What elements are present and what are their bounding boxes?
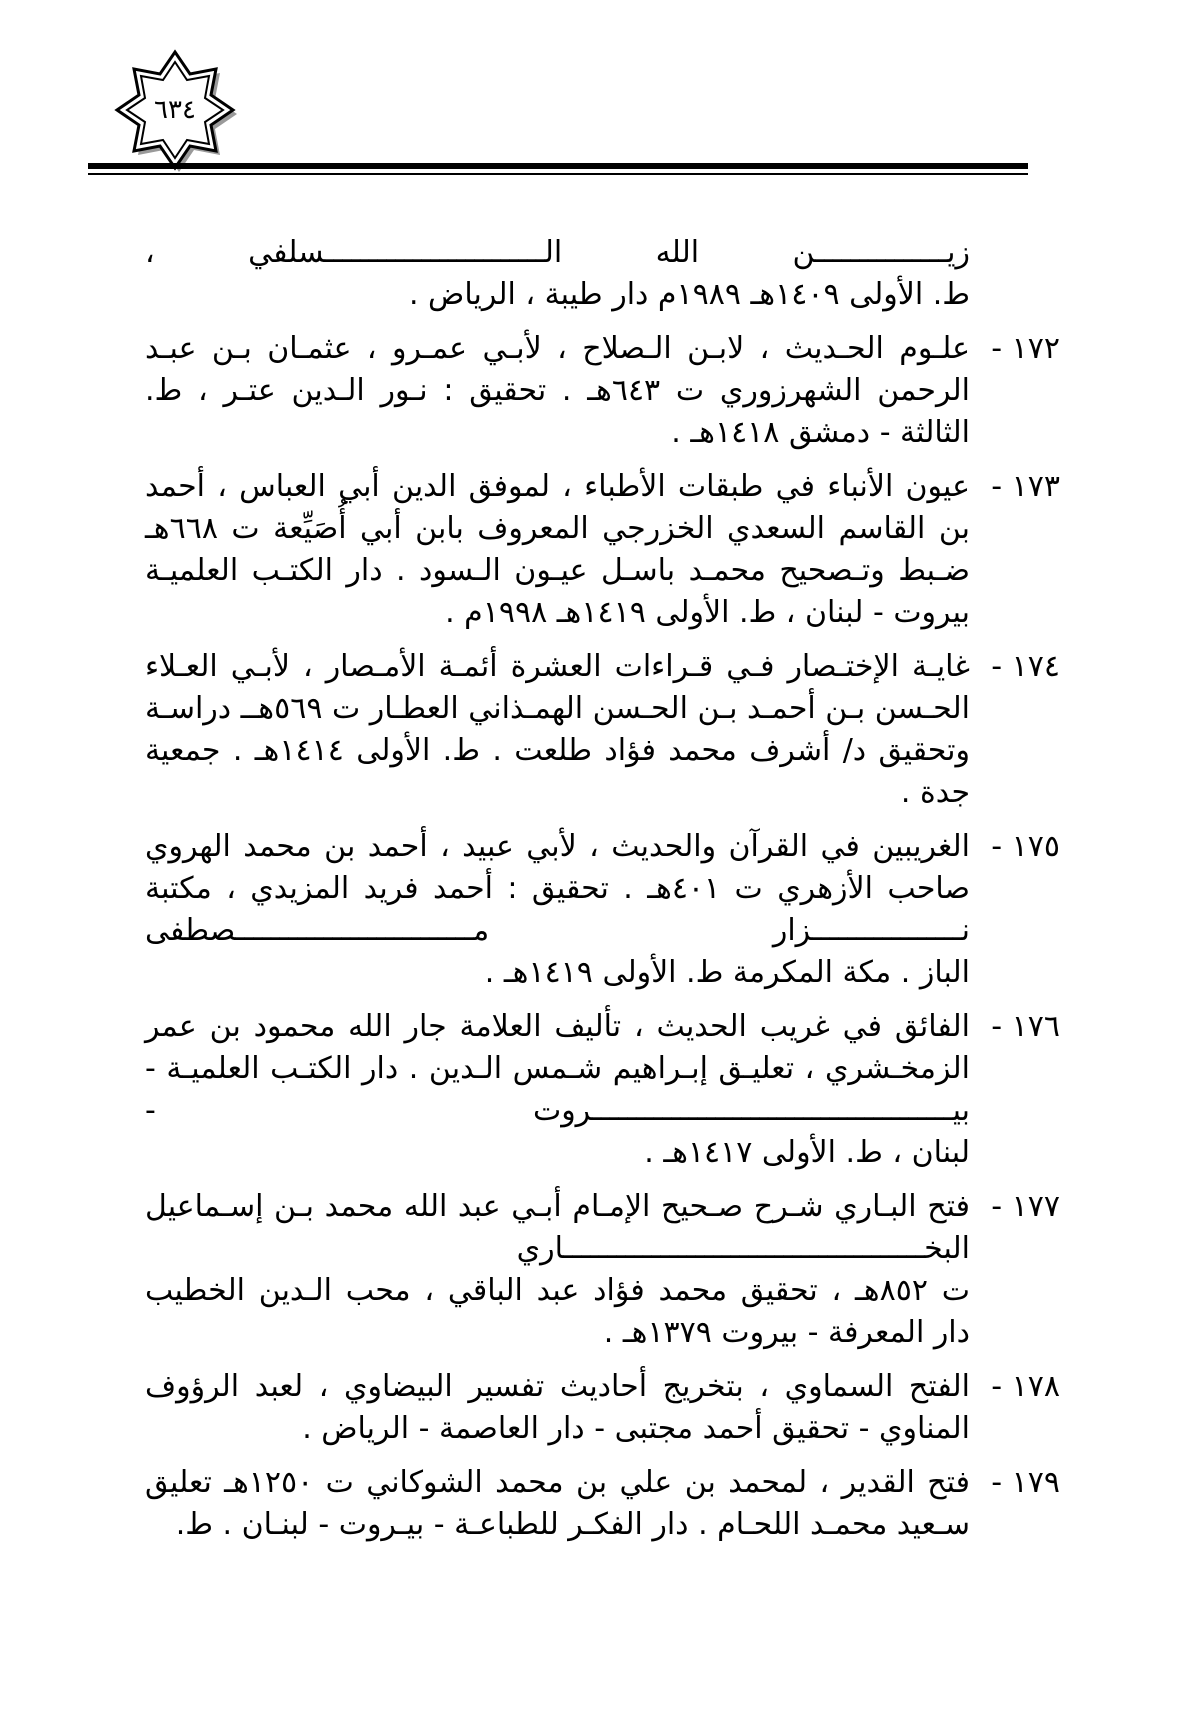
entry-number: ١٧٨ - bbox=[991, 1369, 1060, 1404]
entry-line: بيروت - لبنان ، ط. الأولى ١٤١٩هـ ١٩٩٨م . bbox=[445, 595, 970, 630]
bibliography-entry bbox=[145, 1006, 1060, 1174]
entry-line: الغريبين في القرآن والحديث ، لأبي عبيد ، أحمد بن محمد الهروي bbox=[145, 829, 970, 864]
entry-text bbox=[145, 826, 970, 994]
entry-line: لبنان ، ط. الأولى ١٤١٧هـ . bbox=[644, 1135, 970, 1170]
entry-text bbox=[145, 1366, 970, 1450]
bibliography-entry bbox=[145, 1462, 1060, 1546]
page-number-ornament bbox=[105, 40, 245, 180]
bibliography-entry bbox=[145, 466, 1060, 634]
bibliography-entry bbox=[145, 1366, 1060, 1450]
entry-line: المناوي - تحقيق أحمد مجتبى - دار العاصمة - الرياض . bbox=[302, 1411, 970, 1446]
entry-line: الرحمن الشهرزوري ت ٦٤٣هـ . تحقيق : نـور الـدين عتـر ، ط. bbox=[145, 373, 970, 408]
entry-line: ت ٨٥٢هـ ، تحقيق محمد فؤاد عبد الباقي ، محب الـدين الخطيب bbox=[145, 1273, 970, 1308]
entry-line: فتح القدير ، لمحمد بن علي بن محمد الشوكاني ت ١٢٥٠هـ تعليق bbox=[145, 1465, 970, 1500]
entry-line: زيـــــــــــــــن الله الـــــــــــــــــــــــــسلفي ، bbox=[145, 235, 970, 270]
bibliography-list bbox=[145, 232, 1060, 1558]
entry-text bbox=[145, 1006, 970, 1174]
header-rule-thin bbox=[88, 173, 1028, 175]
entry-line: الزمخـشري ، تعليـق إبـراهيم شـمس الـدين . دار الكتـب العلميـة - bbox=[145, 1051, 970, 1086]
entry-line: بيـــــــــــــــــــــــــــــــــــــــــروت - bbox=[145, 1093, 970, 1128]
entry-line: ط. الأولى ١٤٠٩هـ ١٩٨٩م دار طيبة ، الرياض . bbox=[408, 277, 970, 312]
bibliography-entry bbox=[145, 232, 1060, 316]
entry-line: دار المعرفة - بيروت ١٣٧٩هـ . bbox=[603, 1315, 970, 1350]
bibliography-entry bbox=[145, 1186, 1060, 1354]
entry-text bbox=[145, 466, 970, 634]
entry-line: الفتح السماوي ، بتخريج أحاديث تفسير البيضاوي ، لعبد الرؤوف bbox=[145, 1369, 970, 1404]
entry-line: الفائق في غريب الحديث ، تأليف العلامة جار الله محمود بن عمر bbox=[145, 1009, 970, 1044]
entry-line: البخـــــــــــــــــــــــــــــــــــــــــاري bbox=[516, 1231, 970, 1266]
entry-line: ضـبط وتـصحيح محمـد باسـل عيـون الـسود . دار الكتـب العلميـة bbox=[145, 553, 970, 588]
entry-number: ١٧٧ - bbox=[991, 1189, 1060, 1224]
entry-text bbox=[145, 1186, 970, 1354]
entry-text bbox=[145, 1462, 970, 1546]
entry-text bbox=[145, 646, 970, 814]
entry-text bbox=[145, 232, 970, 316]
page-number: ٦٣٤ bbox=[154, 95, 196, 125]
entry-line: صاحب الأزهري ت ٤٠١هـ . تحقيق : أحمد فريد المزيدي ، مكتبة bbox=[145, 871, 970, 906]
entry-number: ١٧٤ - bbox=[991, 649, 1060, 684]
entry-line: وتحقيق د/ أشرف محمد فؤاد طلعت . ط. الأولى ١٤١٤هـ . جمعية bbox=[144, 733, 971, 768]
entry-text bbox=[145, 328, 970, 454]
entry-line: جدة . bbox=[900, 775, 970, 810]
entry-number: ١٧٢ - bbox=[991, 331, 1060, 366]
entry-line: الثالثة - دمشق ١٤١٨هـ . bbox=[671, 415, 970, 450]
entry-number: ١٧٣ - bbox=[991, 469, 1060, 504]
entry-line: الحـسن بـن أحمـد بـن الحـسن الهمـذاني العطـار ت ٥٦٩هــ دراسـة bbox=[144, 691, 970, 726]
entry-line: الباز . مكة المكرمة ط. الأولى ١٤١٩هـ . bbox=[484, 955, 970, 990]
entry-line: علـوم الحـديث ، لابـن الـصلاح ، لأبـي عمـرو ، عثمـان بـن عبـد bbox=[145, 331, 970, 366]
entry-number bbox=[970, 232, 1060, 316]
header-rule-thick bbox=[88, 163, 1028, 169]
entry-line: عيون الأنباء في طبقات الأطباء ، لموفق الدين أبي العباس ، أحمد bbox=[145, 469, 970, 504]
entry-number: ١٧٩ - bbox=[991, 1465, 1060, 1500]
entry-line: بن القاسم السعدي الخزرجي المعروف بابن أبي أُصَيِّعة ت ٦٦٨هـ bbox=[145, 511, 970, 546]
entry-line: سـعيد محمـد اللحـام . دار الفكـر للطباعـة - بيـروت - لبنـان . ط. bbox=[175, 1507, 970, 1542]
bibliography-entry bbox=[145, 646, 1060, 814]
entry-number: ١٧٦ - bbox=[991, 1009, 1060, 1044]
entry-line: نـــــــــــــــــزار مـــــــــــــــــــــــــــصطفى bbox=[145, 913, 970, 948]
entry-line: غايـة الإختـصار فـي قـراءات العشرة أئمـة الأمـصار ، لأبـي العـلاء bbox=[144, 649, 970, 684]
bibliography-entry bbox=[145, 328, 1060, 454]
bibliography-entry bbox=[145, 826, 1060, 994]
entry-number: ١٧٥ - bbox=[991, 829, 1060, 864]
entry-line: فتح البـاري شـرح صـحيح الإمـام أبـي عبد الله محمد بـن إسـماعيل bbox=[145, 1189, 970, 1224]
